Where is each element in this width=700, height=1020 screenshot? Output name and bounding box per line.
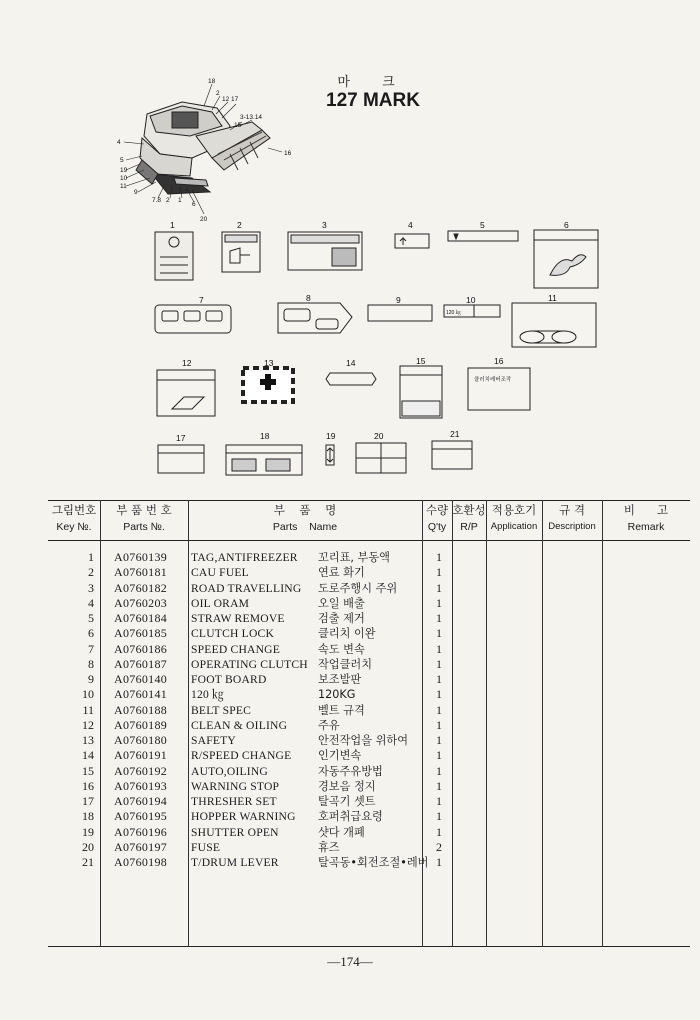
part-number-cell: A0760198 — [114, 855, 168, 869]
part-number-cell: A0760186 — [114, 641, 168, 656]
part-name-en-cell: BELT SPEC — [191, 703, 252, 717]
part-name-ko-cell: 경보음 정지 — [318, 779, 376, 793]
table-row — [48, 642, 690, 657]
illustration-number: 6 — [564, 220, 569, 230]
qty-cell: 1 — [436, 717, 442, 732]
qty-cell: 1 — [436, 855, 442, 869]
svg-text:1: 1 — [178, 197, 182, 204]
illustration-number: 5 — [480, 220, 485, 230]
header-rp: 호환성 R/P — [452, 503, 486, 533]
svg-text:2: 2 — [216, 90, 220, 97]
part-number-cell: A0760185 — [114, 626, 168, 641]
svg-text:3-13.14: 3-13.14 — [240, 114, 263, 121]
svg-text:16: 16 — [284, 150, 292, 157]
key-cell: 13 — [82, 733, 94, 747]
header-application: 적용호기 Application — [490, 503, 538, 532]
svg-text:12 17: 12 17 — [222, 96, 239, 103]
qty-cell: 1 — [436, 702, 442, 717]
part-name-en-cell: HOPPER WARNING — [191, 810, 296, 824]
part-number-cell: A0760180 — [114, 733, 168, 747]
part-name-ko-cell: 벨트 규격 — [318, 703, 365, 717]
title-english: 127 MARK — [326, 90, 420, 111]
part-name-ko-cell: 보조발판 — [318, 673, 362, 686]
part-name-ko-cell: 호퍼취급요령 — [318, 810, 383, 824]
part-name-ko-cell: 휴즈 — [318, 840, 340, 854]
table-row — [48, 809, 690, 824]
part-name-ko-cell: 클리치 이완 — [318, 627, 376, 641]
part-name-en-cell: SPEED CHANGE — [191, 642, 281, 656]
illustration-number: 13 — [264, 358, 274, 368]
key-cell: 7 — [88, 641, 94, 656]
parts-table — [48, 500, 690, 947]
illustration-number: 2 — [237, 220, 242, 230]
qty-cell: 1 — [436, 565, 442, 580]
part-number-cell: A0760194 — [114, 794, 168, 808]
qty-cell: 1 — [436, 611, 442, 625]
qty-cell: 1 — [436, 748, 442, 763]
table-row — [48, 687, 690, 702]
key-cell: 19 — [82, 824, 94, 839]
svg-text:20: 20 — [200, 216, 208, 222]
part-name-ko-cell: 연료 화기 — [318, 566, 365, 580]
page-number: —174— — [327, 954, 373, 969]
illustration-number: 12 — [182, 358, 192, 368]
svg-text:15: 15 — [234, 122, 242, 129]
qty-cell: 1 — [436, 580, 442, 595]
part-number-cell: A0760197 — [114, 839, 168, 854]
qty-cell: 1 — [436, 641, 442, 656]
part-name-en-cell: FUSE — [191, 840, 221, 854]
part-number-cell: A0760193 — [114, 778, 168, 793]
key-cell: 11 — [82, 702, 94, 717]
label-16-text: 클러치레버조작 — [474, 377, 512, 383]
svg-text:5: 5 — [120, 157, 124, 164]
part-name-en-cell: CAU FUEL — [191, 566, 249, 580]
svg-text:9: 9 — [134, 189, 138, 196]
key-cell: 17 — [82, 794, 94, 808]
key-cell: 6 — [88, 626, 94, 641]
part-name-en-cell: CLEAN & OILING — [191, 718, 288, 732]
part-number-cell: A0760191 — [114, 748, 168, 763]
table-row — [48, 672, 690, 687]
qty-cell: 1 — [436, 626, 442, 641]
part-name-ko-cell: 도로주행시 주위 — [318, 581, 398, 595]
table-row — [48, 718, 690, 733]
part-name-en-cell: WARNING STOP — [191, 779, 280, 793]
part-name-en-cell: STRAW REMOVE — [191, 612, 285, 625]
part-name-ko-cell: 탈곡동•회전조절•레버 — [318, 856, 429, 869]
qty-cell: 1 — [436, 550, 442, 564]
table-row — [48, 611, 690, 626]
part-number-cell: A0760188 — [114, 702, 168, 717]
key-cell: 14 — [82, 748, 94, 763]
parts-rows — [48, 550, 690, 870]
combine-harvester-illustration — [112, 74, 298, 222]
part-number-cell: A0760187 — [114, 656, 168, 671]
section-title — [318, 76, 428, 112]
part-name-ko-cell: 작업클러치 — [318, 657, 373, 671]
part-name-en-cell: ROAD TRAVELLING — [191, 581, 302, 595]
part-name-en-cell: 120 ㎏ — [191, 688, 224, 702]
table-row — [48, 657, 690, 672]
part-name-ko-cell: 검출 제거 — [318, 612, 365, 625]
key-cell: 4 — [88, 595, 94, 610]
title-korean: 마 크 — [337, 75, 409, 90]
part-name-ko-cell: 꼬리표, 부동액 — [318, 551, 390, 564]
header-key: 그림번호 Key №. — [51, 503, 97, 533]
part-name-ko-cell: 자동주유방법 — [318, 764, 383, 778]
illustration-number: 8 — [306, 293, 311, 303]
illustration-number: 9 — [396, 295, 401, 305]
part-name-en-cell: SAFETY — [191, 734, 237, 747]
qty-cell: 1 — [436, 763, 442, 778]
header-parts-name: 부 품 명 Parts Name — [272, 503, 338, 533]
part-number-cell: A0760189 — [114, 717, 168, 732]
svg-text:6: 6 — [192, 201, 196, 208]
part-name-en-cell: FOOT BOARD — [191, 673, 267, 686]
qty-cell: 1 — [436, 809, 442, 824]
key-cell: 3 — [88, 580, 94, 595]
table-row — [48, 779, 690, 794]
header-description: 규 격 Description — [548, 503, 596, 532]
part-name-ko-cell: 속도 변속 — [318, 642, 365, 656]
part-name-en-cell: THRESHER SET — [191, 795, 277, 808]
illustration-number: 14 — [346, 358, 356, 368]
qty-cell: 1 — [436, 687, 442, 702]
header-parts-no: 부 품 번 호 Parts №. — [116, 503, 172, 533]
table-row — [48, 748, 690, 763]
part-name-en-cell: SHUTTER OPEN — [191, 825, 279, 839]
part-name-ko-cell: 안전작업을 위하여 — [318, 734, 409, 747]
key-cell: 5 — [88, 611, 94, 625]
part-name-en-cell: CLUTCH LOCK — [191, 627, 275, 641]
part-number-cell: A0760140 — [114, 672, 168, 686]
key-cell: 20 — [82, 839, 94, 854]
qty-cell: 1 — [436, 794, 442, 808]
table-row — [48, 840, 690, 855]
table-row — [48, 703, 690, 718]
illustration-number: 11 — [548, 293, 557, 303]
qty-cell: 1 — [436, 778, 442, 793]
table-row — [48, 581, 690, 596]
table-row — [48, 565, 690, 580]
part-number-cell: A0760141 — [114, 687, 168, 702]
part-name-ko-cell: 120KG — [318, 688, 356, 702]
svg-text:11: 11 — [120, 183, 127, 190]
illustration-number: 3 — [322, 220, 327, 230]
svg-text:18: 18 — [208, 78, 216, 85]
table-row — [48, 764, 690, 779]
svg-text:10: 10 — [120, 175, 128, 182]
part-name-en-cell: R/SPEED CHANGE — [191, 749, 292, 763]
qty-cell: 1 — [436, 595, 442, 610]
illustration-number: 16 — [494, 356, 504, 366]
svg-text:7.8: 7.8 — [152, 197, 162, 204]
svg-text:2: 2 — [166, 197, 170, 204]
illustration-number: 20 — [374, 431, 384, 441]
part-number-cell: A0760184 — [114, 611, 168, 625]
illustration-number: 15 — [416, 356, 426, 366]
label-10-text: 120 ㎏ — [446, 310, 461, 316]
key-cell: 9 — [88, 672, 94, 686]
table-row — [48, 626, 690, 641]
part-name-en-cell: OIL ORAM — [191, 596, 250, 610]
key-cell: 8 — [88, 656, 94, 671]
qty-cell: 1 — [436, 733, 442, 747]
qty-cell: 1 — [436, 672, 442, 686]
key-cell: 21 — [82, 855, 94, 869]
table-row — [48, 855, 690, 870]
part-name-en-cell: TAG,ANTIFREEZER — [191, 551, 298, 564]
key-cell: 16 — [82, 778, 94, 793]
qty-cell: 1 — [436, 824, 442, 839]
qty-cell: 2 — [436, 839, 442, 854]
illustration-number: 19 — [326, 431, 336, 441]
part-name-en-cell: T/DRUM LEVER — [191, 856, 279, 869]
illustration-number: 18 — [260, 431, 270, 441]
svg-text:4: 4 — [117, 139, 121, 146]
table-row — [48, 550, 690, 565]
key-cell: 1 — [88, 550, 94, 564]
part-number-cell: A0760182 — [114, 580, 168, 595]
illustration-number: 4 — [408, 220, 413, 230]
illustration-number: 1 — [170, 220, 175, 230]
part-number-cell: A0760192 — [114, 763, 168, 778]
illustration-number: 21 — [450, 429, 460, 439]
key-cell: 2 — [88, 565, 94, 580]
part-number-cell: A0760139 — [114, 550, 168, 564]
header-remark: 비 고 Remark — [623, 503, 669, 533]
decal-illustrations — [140, 215, 620, 480]
illustration-number: 10 — [466, 295, 476, 305]
part-number-cell: A0760181 — [114, 565, 168, 580]
table-row — [48, 596, 690, 611]
table-row — [48, 825, 690, 840]
part-name-ko-cell: 샷다 개폐 — [318, 825, 365, 839]
key-cell: 15 — [82, 763, 94, 778]
svg-text:19: 19 — [120, 167, 128, 174]
table-row — [48, 794, 690, 809]
part-number-cell: A0760196 — [114, 824, 168, 839]
part-name-en-cell: AUTO,OILING — [191, 764, 269, 778]
part-number-cell: A0760195 — [114, 809, 168, 824]
illustration-number: 7 — [199, 295, 204, 305]
key-cell: 12 — [82, 717, 94, 732]
table-row — [48, 733, 690, 748]
part-name-ko-cell: 인기변속 — [318, 749, 362, 763]
qty-cell: 1 — [436, 656, 442, 671]
key-cell: 18 — [82, 809, 94, 824]
header-qty: 수량 Q'ty — [425, 503, 449, 533]
part-number-cell: A0760203 — [114, 595, 168, 610]
part-name-ko-cell: 탈곡기 셋트 — [318, 795, 376, 808]
key-cell: 10 — [82, 687, 94, 702]
part-name-en-cell: OPERATING CLUTCH — [191, 657, 308, 671]
illustration-number: 17 — [176, 433, 186, 443]
part-name-ko-cell: 주유 — [318, 718, 340, 732]
part-name-ko-cell: 오일 배출 — [318, 596, 365, 610]
